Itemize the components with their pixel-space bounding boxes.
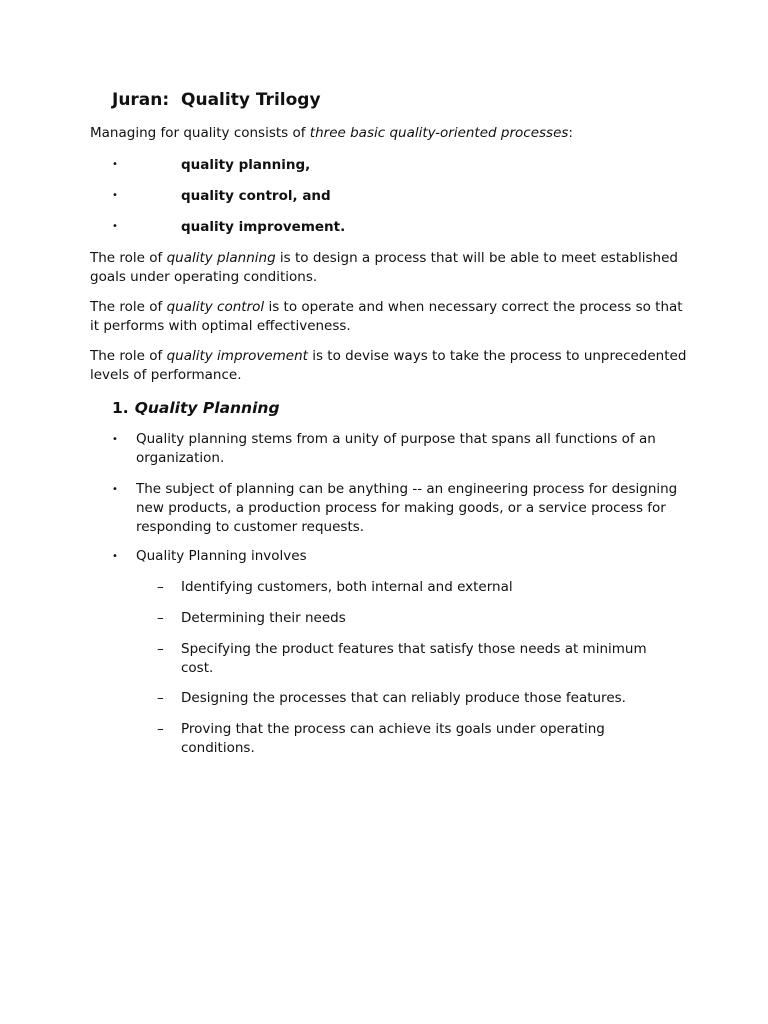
bullet-icon: • bbox=[112, 484, 118, 495]
role-suffix: is to devise ways to take the process to unprecedented levels of performance. bbox=[90, 348, 687, 383]
intro-emphasis: three basic quality-oriented processes bbox=[309, 125, 569, 141]
role-suffix: is to operate and when necessary correct the process so that it performs with optimal effectiveness. bbox=[90, 299, 683, 334]
dash-icon: – bbox=[157, 721, 164, 737]
section-bullet: Quality planning stems from a unity of purpose that spans all functions of an organization. bbox=[136, 431, 656, 466]
section-bullet: Quality Planning involves bbox=[136, 548, 307, 564]
role-paragraph bbox=[90, 298, 690, 336]
role-emphasis: quality planning bbox=[166, 250, 276, 266]
bullet-icon: • bbox=[112, 159, 118, 170]
bullet-icon: • bbox=[112, 190, 118, 201]
process-item: quality planning, bbox=[181, 157, 311, 173]
role-prefix: The role of bbox=[90, 299, 167, 315]
role-prefix: The role of bbox=[90, 250, 167, 266]
bullet-icon: • bbox=[112, 551, 118, 562]
sub-item: Proving that the process can achieve its goals under operating conditions. bbox=[181, 721, 605, 756]
dash-icon: – bbox=[157, 579, 164, 595]
role-prefix: The role of bbox=[90, 348, 167, 364]
intro-suffix: : bbox=[568, 125, 573, 141]
sub-item: Specifying the product features that satisfy those needs at minimum cost. bbox=[181, 641, 647, 676]
section-heading bbox=[112, 397, 280, 419]
process-item: quality control, and bbox=[181, 188, 331, 204]
sub-item: Designing the processes that can reliably produce those features. bbox=[181, 690, 626, 706]
bullet-icon: • bbox=[112, 221, 118, 232]
section-title: Quality Planning bbox=[134, 399, 280, 417]
role-emphasis: quality control bbox=[166, 299, 265, 315]
bullet-icon: • bbox=[112, 434, 118, 445]
page-title: Juran: Quality Trilogy bbox=[112, 90, 321, 110]
sub-item: Determining their needs bbox=[181, 610, 346, 626]
intro-prefix: Managing for quality consists of bbox=[90, 125, 310, 141]
section-number: 1. bbox=[112, 399, 129, 417]
dash-icon: – bbox=[157, 641, 164, 657]
section-bullet: The subject of planning can be anything -- an engineering process for designing new products, a production process for making goods, or a service process for responding to customer requests. bbox=[136, 481, 678, 535]
sub-item: Identifying customers, both internal and external bbox=[181, 579, 513, 595]
role-suffix: is to design a process that will be able to meet established goals under operating conditions. bbox=[90, 250, 678, 285]
dash-icon: – bbox=[157, 610, 164, 626]
role-emphasis: quality improvement bbox=[166, 348, 308, 364]
role-paragraph bbox=[90, 249, 690, 287]
process-item: quality improvement. bbox=[181, 219, 346, 235]
dash-icon: – bbox=[157, 690, 164, 706]
role-paragraph bbox=[90, 347, 690, 385]
intro-paragraph bbox=[90, 124, 690, 143]
